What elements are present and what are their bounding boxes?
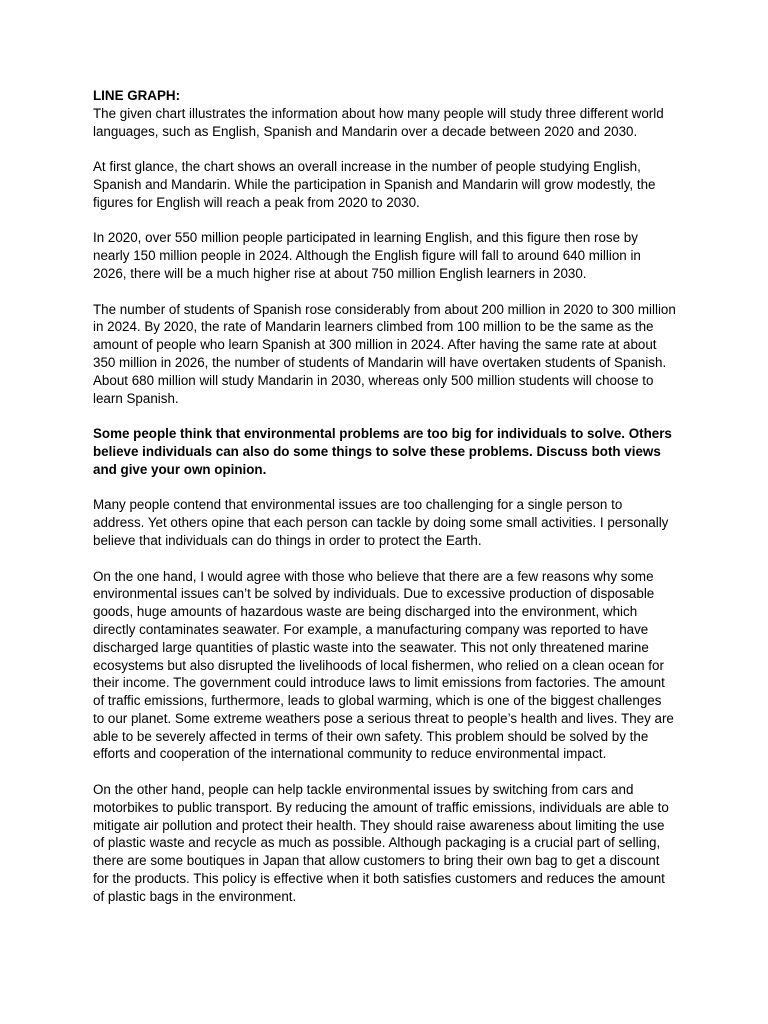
section-heading: LINE GRAPH: xyxy=(93,88,181,103)
paragraph-english: In 2020, over 550 million people participated in learning English, and this figure then rose by nearly 150 million people in 2024. Although the English figure will fall to around 640 million in 2026, there will be a much higher rise at about 750 million English learners in 2030. xyxy=(93,230,641,281)
essay-prompt: Some people think that environmental problems are too big for individuals to solve. Others believe individuals can also do some things to solve these problems. Discuss both views and give your own opinion. xyxy=(93,426,672,477)
paragraph-one-hand: On the one hand, I would agree with those who believe that there are a few reasons why some environmental issues can’t be solved by individuals. Due to excessive production of disposable goods, huge amounts of hazardous waste are being discharged into the environment, which directly contaminates seawater. For example, a manufacturing company was reported to have discharged large quantities of plastic waste into the seawater. This not only threatened marine ecosystems but also disrupted the livelihoods of local fishermen, who relied on a clean ocean for their income. The government could introduce laws to limit emissions from factories. The amount of traffic emissions, furthermore, leads to global warming, which is one of the biggest challenges to our planet. Some extreme weathers pose a serious threat to people’s health and lives. They are able to be severely affected in terms of their own safety. This problem should be solved by the efforts and cooperation of the international community to reduce environmental impact. xyxy=(93,568,674,762)
paragraph-overview: At first glance, the chart shows an overall increase in the number of people studying English, Spanish and Mandarin. While the participation in Spanish and Mandarin will grow modestly, the figures for English will reach a peak from 2020 to 2030. xyxy=(93,159,656,210)
paragraph-other-hand: On the other hand, people can help tackle environmental issues by switching from cars and motorbikes to public transport. By reducing the amount of traffic emissions, individuals are able to mitigate air pollution and protect their health. They should raise awareness about limiting the use of plastic waste and recycle as much as possible. Although packaging is a crucial part of selling, there are some boutiques in Japan that allow customers to bring their own bag to get a discount for the products. This policy is effective when it both satisfies customers and reduces the amount of plastic bags in the environment. xyxy=(93,782,669,904)
paragraph-essay-intro: Many people contend that environmental issues are too challenging for a single person to address. Yet others opine that each person can tackle by doing some small activities. I personally believe that individuals can do things in order to protect the Earth. xyxy=(93,497,669,548)
paragraph-intro: The given chart illustrates the information about how many people will study three different world languages, such as English, Spanish and Mandarin over a decade between 2020 and 2030. xyxy=(93,105,664,139)
paragraph-spanish-mandarin: The number of students of Spanish rose considerably from about 200 million in 2020 to 300 million in 2024. By 2020, the rate of Mandarin learners climbed from 100 million to be the same as the amount of people who learn Spanish at 300 million in 2024. After having the same rate at about 350 million in 2026, the number of students of Mandarin will have overtaken students of Spanish. About 680 million will study Mandarin in 2030, whereas only 500 million students will choose to learn Spanish. xyxy=(93,301,676,406)
